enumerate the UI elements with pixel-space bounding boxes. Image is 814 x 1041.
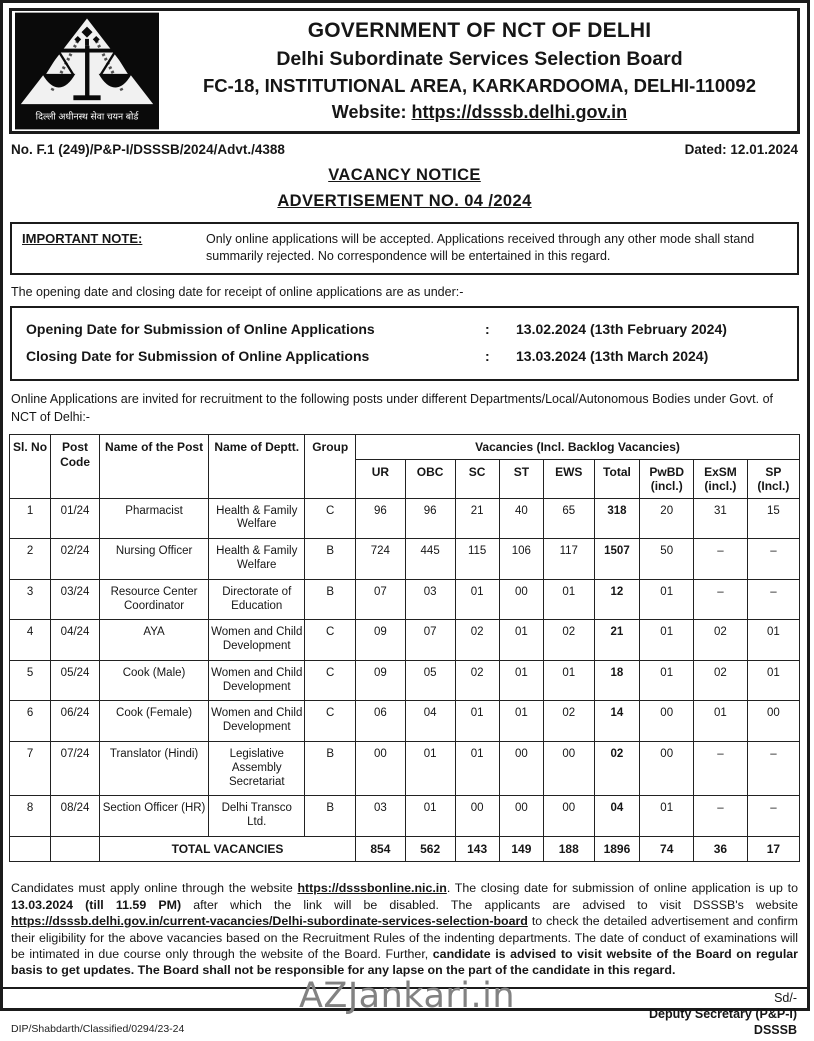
vacancy-cell: 01/24 xyxy=(51,498,100,539)
closing-date-row xyxy=(26,343,783,370)
signature-block xyxy=(649,990,797,1038)
sd-line: Sd/- xyxy=(774,990,797,1005)
vacancy-cell: 12 xyxy=(594,579,640,620)
col-header-sc: SC xyxy=(455,459,499,498)
vacancy-cell: Delhi Transco Ltd. xyxy=(209,796,305,837)
vacancy-cell: 01 xyxy=(543,660,594,701)
vacancy-cell: 01 xyxy=(640,579,694,620)
empty-cell xyxy=(51,837,100,862)
total-vacancies-value: 74 xyxy=(640,837,694,862)
vacancy-cell: 1 xyxy=(10,498,51,539)
vacancy-cell: 115 xyxy=(455,539,499,580)
table-intro-text: Online Applications are invited for recruitment to the following posts under different Departments/Local/Autonomous Bodies under Govt. of NCT of Delhi:- xyxy=(11,392,773,424)
vacancy-cell: 00 xyxy=(499,579,543,620)
website-label: Website: xyxy=(331,102,407,123)
instruction-text-segment: 13.03.2024 (till 11.59 PM) xyxy=(11,897,182,912)
vacancy-cell: 5 xyxy=(10,660,51,701)
vacancy-cell: 31 xyxy=(694,498,748,539)
vacancy-cell: 8 xyxy=(10,796,51,837)
logo-caption: दिल्ली अधीनस्थ सेवा चयन बोर्ड xyxy=(35,111,139,122)
vacancy-cell: 01 xyxy=(455,742,499,796)
signatory-org: DSSSB xyxy=(753,1022,797,1037)
vacancy-cell: – xyxy=(694,539,748,580)
vacancy-cell: 05 xyxy=(405,660,455,701)
vacancy-cell: 00 xyxy=(455,796,499,837)
vacancy-cell: 00 xyxy=(543,742,594,796)
dates-intro-text: The opening date and closing date for receipt of online applications are as under:- xyxy=(11,284,464,299)
vacancy-cell: – xyxy=(694,796,748,837)
col-header-post-name: Name of the Post xyxy=(100,435,209,498)
vacancy-cell: 01 xyxy=(543,579,594,620)
vacancy-cell: 01 xyxy=(455,579,499,620)
instruction-text-segment: Candidates must apply online through the website xyxy=(11,881,298,896)
col-header-ews: EWS xyxy=(543,459,594,498)
total-vacancies-row xyxy=(10,837,800,862)
opening-date-label: Opening Date for Submission of Online Applications xyxy=(26,320,375,337)
vacancy-cell: 06 xyxy=(355,701,405,742)
vacancy-cell: Cook (Female) xyxy=(100,701,209,742)
vacancy-cell: 00 xyxy=(543,796,594,837)
total-vacancies-value: 143 xyxy=(455,837,499,862)
vacancy-cell: 01 xyxy=(405,796,455,837)
vacancy-cell: 03 xyxy=(405,579,455,620)
vacancy-cell: Pharmacist xyxy=(100,498,209,539)
vacancy-cell: Women and Child Development xyxy=(209,620,305,661)
vacancy-cell: Nursing Officer xyxy=(100,539,209,580)
vacancy-cell: 01 xyxy=(747,660,799,701)
col-header-vacancies-group: Vacancies (Incl. Backlog Vacancies) xyxy=(355,435,799,459)
application-dates-box xyxy=(10,306,799,382)
vacancy-cell: 18 xyxy=(594,660,640,701)
vacancy-cell: 3 xyxy=(10,579,51,620)
instruction-text-segment: after which the link will be disabled. The applicants are advised to visit DSSSB's website xyxy=(181,897,798,912)
vacancy-row xyxy=(10,539,800,580)
government-title: GOVERNMENT OF NCT OF DELHI xyxy=(307,18,652,42)
vacancy-cell: 724 xyxy=(355,539,405,580)
vacancy-cell: 02 xyxy=(694,660,748,701)
total-vacancies-value: 1896 xyxy=(594,837,640,862)
vacancy-cell: B xyxy=(305,742,356,796)
col-header-group: Group xyxy=(305,435,356,498)
col-header-total: Total xyxy=(594,459,640,498)
vacancy-cell: 03 xyxy=(355,796,405,837)
advertisement-number-title: ADVERTISEMENT NO. 04 /2024 xyxy=(277,192,532,210)
vacancy-cell: Women and Child Development xyxy=(209,701,305,742)
vacancy-cell: 02 xyxy=(694,620,748,661)
important-note-box xyxy=(10,222,799,275)
vacancy-cell: 06/24 xyxy=(51,701,100,742)
vacancy-row xyxy=(10,620,800,661)
col-header-obc: OBC xyxy=(405,459,455,498)
vacancy-cell: 08/24 xyxy=(51,796,100,837)
vacancy-cell: 01 xyxy=(640,796,694,837)
file-number: No. F.1 (249)/P&P-I/DSSSB/2024/Advt./4388 xyxy=(11,142,285,157)
dsssb-logo xyxy=(12,11,162,131)
total-vacancies-value: 854 xyxy=(355,837,405,862)
vacancy-cell: 01 xyxy=(499,620,543,661)
col-header-st: ST xyxy=(499,459,543,498)
vacancy-cell: 14 xyxy=(594,701,640,742)
separator: : xyxy=(485,348,490,365)
table-header-row-1 xyxy=(10,435,800,459)
vacancy-cell: Women and Child Development xyxy=(209,660,305,701)
vacancy-cell: 00 xyxy=(640,701,694,742)
vacancy-cell: 01 xyxy=(747,620,799,661)
vacancy-cell: 318 xyxy=(594,498,640,539)
important-note-label: IMPORTANT NOTE: xyxy=(22,231,143,246)
vacancy-cell: B xyxy=(305,796,356,837)
vacancy-cell: 6 xyxy=(10,701,51,742)
vacancy-cell: 09 xyxy=(355,620,405,661)
vacancy-cell: – xyxy=(694,579,748,620)
vacancy-cell: – xyxy=(747,796,799,837)
vacancy-cell: Section Officer (HR) xyxy=(100,796,209,837)
col-header-sl-no: Sl. No xyxy=(10,435,51,498)
closing-date-label: Closing Date for Submission of Online Applications xyxy=(26,348,370,365)
vacancy-cell: 01 xyxy=(499,701,543,742)
application-instructions-paragraph xyxy=(3,871,807,988)
total-vacancies-value: 36 xyxy=(694,837,748,862)
vacancy-cell: 00 xyxy=(499,742,543,796)
board-name: Delhi Subordinate Services Selection Board xyxy=(276,47,683,70)
vacancy-row xyxy=(10,579,800,620)
vacancy-cell: Resource Center Coordinator xyxy=(100,579,209,620)
vacancy-cell: 07 xyxy=(405,620,455,661)
vacancy-cell: 01 xyxy=(694,701,748,742)
vacancy-row xyxy=(10,660,800,701)
scales-of-justice-icon xyxy=(15,12,159,130)
vacancy-cell: 01 xyxy=(499,660,543,701)
vacancy-cell: 03/24 xyxy=(51,579,100,620)
instruction-text-segment: . The closing date for submission of online application is up to xyxy=(446,881,798,896)
instruction-text-segment: to check the detailed advertisement and confirm their eligibility for the above vacancies based on the Recruitment Rules of the indenting departments. The date of conduct of examinations will be intimated in due course only through the website of the Board. Further, xyxy=(11,914,798,961)
vacancy-cell: 40 xyxy=(499,498,543,539)
vacancy-table-body xyxy=(10,498,800,862)
vacancy-cell: 01 xyxy=(640,620,694,661)
vacancy-cell: 04/24 xyxy=(51,620,100,661)
print-reference: DIP/Shabdarth/Classified/0294/23-24 xyxy=(11,1022,185,1035)
vacancy-cell: B xyxy=(305,579,356,620)
vacancy-cell: 20 xyxy=(640,498,694,539)
vacancy-cell: 02/24 xyxy=(51,539,100,580)
opening-date-value: 13.02.2024 (13th February 2024) xyxy=(516,320,727,337)
vacancy-cell: C xyxy=(305,620,356,661)
vacancy-cell: – xyxy=(747,579,799,620)
vacancy-cell: 21 xyxy=(455,498,499,539)
col-header-sp: SP (Incl.) xyxy=(747,459,799,498)
notice-date: Dated: 12.01.2024 xyxy=(684,142,798,157)
letterhead-text xyxy=(162,11,797,131)
vacancy-cell: 2 xyxy=(10,539,51,580)
col-header-exsm: ExSM (incl.) xyxy=(694,459,748,498)
vacancy-cell: 01 xyxy=(640,660,694,701)
col-header-dept: Name of Deptt. xyxy=(209,435,305,498)
website-line xyxy=(164,102,795,123)
vacancy-cell: Health & Family Welfare xyxy=(209,498,305,539)
vacancy-cell: 02 xyxy=(455,620,499,661)
website-url: https://dsssb.delhi.gov.in xyxy=(411,102,628,123)
vacancy-cell: 07/24 xyxy=(51,742,100,796)
vacancy-cell: – xyxy=(694,742,748,796)
total-vacancies-value: 149 xyxy=(499,837,543,862)
total-vacancies-value: 17 xyxy=(747,837,799,862)
vacancy-cell: 1507 xyxy=(594,539,640,580)
opening-date-row xyxy=(26,316,783,343)
vacancy-cell: 15 xyxy=(747,498,799,539)
vacancy-cell: 96 xyxy=(355,498,405,539)
vacancy-cell: 445 xyxy=(405,539,455,580)
vacancy-cell: 106 xyxy=(499,539,543,580)
inline-url-text: https://dsssbonline.nic.in xyxy=(297,881,447,896)
vacancy-cell: – xyxy=(747,539,799,580)
vacancy-cell: 04 xyxy=(594,796,640,837)
vacancy-cell: 02 xyxy=(455,660,499,701)
watermark-text: AZJankari.in xyxy=(298,976,516,1016)
vacancy-cell: 09 xyxy=(355,660,405,701)
separator: : xyxy=(485,320,490,337)
reference-row xyxy=(9,134,800,159)
vacancy-cell: 01 xyxy=(455,701,499,742)
vacancy-cell: 7 xyxy=(10,742,51,796)
vacancy-cell: 00 xyxy=(747,701,799,742)
vacancy-cell: C xyxy=(305,701,356,742)
vacancy-cell: 02 xyxy=(543,620,594,661)
instruction-text-segment: candidate is advised to visit website of the Board on regular basis to get updates. The Board shall not be responsible for any lapse on the part of the candidate in this regard. xyxy=(11,946,798,978)
vacancy-cell: 04 xyxy=(405,701,455,742)
vacancy-cell: 00 xyxy=(640,742,694,796)
vacancy-cell: Directorate of Education xyxy=(209,579,305,620)
col-header-post-code: Post Code xyxy=(51,435,100,498)
vacancy-cell: Translator (Hindi) xyxy=(100,742,209,796)
vacancy-cell: 4 xyxy=(10,620,51,661)
vacancy-cell: 117 xyxy=(543,539,594,580)
vacancy-cell: 50 xyxy=(640,539,694,580)
vacancy-cell: 02 xyxy=(543,701,594,742)
total-vacancies-label: TOTAL VACANCIES xyxy=(100,837,356,862)
vacancy-cell: B xyxy=(305,539,356,580)
col-header-pwbd: PwBD (incl.) xyxy=(640,459,694,498)
vacancy-cell: Legislative Assembly Secretariat xyxy=(209,742,305,796)
vacancy-cell: 07 xyxy=(355,579,405,620)
vacancy-cell: 01 xyxy=(405,742,455,796)
vacancy-row xyxy=(10,498,800,539)
inline-url-text: https://dsssb.delhi.gov.in/current-vacancies/Delhi-subordinate-services-selection-board xyxy=(11,914,528,929)
vacancy-row xyxy=(10,796,800,837)
vacancy-cell: Health & Family Welfare xyxy=(209,539,305,580)
vacancy-cell: Cook (Male) xyxy=(100,660,209,701)
vacancy-cell: AYA xyxy=(100,620,209,661)
total-vacancies-value: 562 xyxy=(405,837,455,862)
vacancy-cell: 21 xyxy=(594,620,640,661)
vacancy-cell: 00 xyxy=(499,796,543,837)
vacancy-cell: 02 xyxy=(594,742,640,796)
vacancy-cell: C xyxy=(305,660,356,701)
letterhead xyxy=(9,8,800,134)
vacancy-cell: C xyxy=(305,498,356,539)
signatory-title: Deputy Secretary (P&P-I) xyxy=(649,1006,797,1021)
empty-cell xyxy=(10,837,51,862)
total-vacancies-value: 188 xyxy=(543,837,594,862)
col-header-ur: UR xyxy=(355,459,405,498)
vacancy-cell: 00 xyxy=(355,742,405,796)
vacancy-cell: – xyxy=(747,742,799,796)
board-address: FC-18, INSTITUTIONAL AREA, KARKARDOOMA, DELHI-110092 xyxy=(202,75,756,97)
vacancy-row xyxy=(10,701,800,742)
vacancy-table xyxy=(9,434,800,862)
vacancy-notice-title: VACANCY NOTICE xyxy=(328,166,481,184)
vacancy-cell: 96 xyxy=(405,498,455,539)
vacancy-row xyxy=(10,742,800,796)
vacancy-cell: 05/24 xyxy=(51,660,100,701)
important-note-text: Only online applications will be accepted. Applications received through any other mode shall stand summarily rejected. No correspondence will be entertained in this regard. xyxy=(206,232,755,263)
closing-date-value: 13.03.2024 (13th March 2024) xyxy=(516,348,709,365)
vacancy-cell: 65 xyxy=(543,498,594,539)
